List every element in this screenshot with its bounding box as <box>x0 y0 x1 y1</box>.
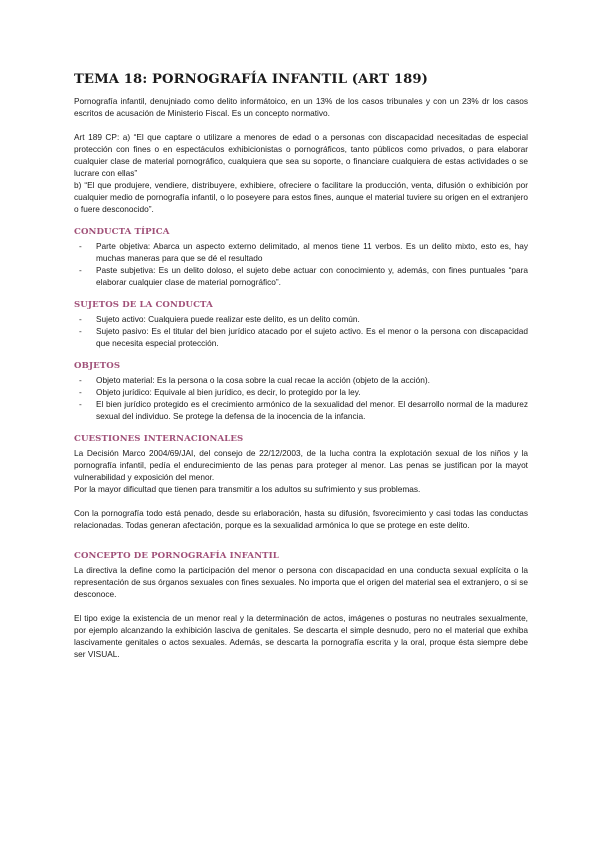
cuestiones-paragraph-1: La Decisión Marco 2004/69/JAI, del consejo de 22/12/2003, de la lucha contra la explotación sexual de los niños y la pornografía infantil, pedía el endurecimiento de las penas para proteger al menor. Las penas se justifican por la mayot vulnerabilidad y exposición del menor. <box>74 448 528 482</box>
concepto-paragraph-2: El tipo exige la existencia de un menor real y la determinación de actos, imágenes o posturas no neutrales sexualmente, por ejemplo alcanzando la exhibición lasciva de genitales. Se descarta el simple desnudo, pero no el material que exhiba lascivamente genitales o actos sexuales. Además, se descarta la pornografía escrita y la oral, proque ésta siempre debe ser VISUAL. <box>74 613 528 659</box>
cuestiones-paragraph-3: Con la pornografía todo está penado, desde su erlaboración, hasta su difusión, fsvorecimiento y casi todas las conductas relacionadas. Todas generan afectación, porque es la sexualidad armónica lo que se protege en este delito. <box>74 508 528 530</box>
section-heading-objetos: OBJETOS <box>74 361 121 371</box>
intro-paragraph: Pornografía infantil, denujniado como delito informátoico, en un 13% de los casos tribunales y con un 23% dr los casos escritos de acusación de Ministerio Fiscal. Es un concepto normativo. <box>74 96 528 118</box>
sujetos-list <box>74 313 528 349</box>
concepto-paragraph-1: La directiva la define como la participación del menor o persona con discapacidad en una conducta sexual explícita o la representación de sus órganos sexuales con fines sexuales. No importa que el origen del material sea el extranjero, o si se desconoce. <box>74 565 528 599</box>
list-item: - Objeto jurídico: Equivale al bien jurídico, es decir, lo protegido por la ley. <box>74 386 528 398</box>
article-paragraph-a: Art 189 CP: a) “El que captare o utilizare a menores de edad o a personas con discapacidad necesitadas de especial protección con fines o en espectáculos exhibicionistas o pornográficos, tanto públicos como privados, o para elaborar cualquier clase de material pornográfico, cualquiera que sea su soporte, o financiare cualquiera de estas actividades o se lucrare con ellas” <box>74 132 528 178</box>
list-item: - Objeto material: Es la persona o la cosa sobre la cual recae la acción (objeto de la acción). <box>74 374 528 386</box>
document-title: TEMA 18: PORNOGRAFÍA INFANTIL (ART 189) <box>74 72 429 87</box>
section-heading-cuestiones: CUESTIONES INTERNACIONALES <box>74 434 244 444</box>
document-content <box>74 72 528 660</box>
section-heading-sujetos: SUJETOS DE LA CONDUCTA <box>74 300 213 310</box>
list-item: - Sujeto pasivo: Es el titular del bien jurídico atacado por el sujeto activo. Es el menor o la persona con discapacidad que necesita especial protección. <box>74 325 528 349</box>
list-item: - Paste subjetiva: Es un delito doloso, el sujeto debe actuar con conocimiento y, además, con fines puntuales “para elaborar cualquier clase de material pornográfico”. <box>74 264 528 288</box>
objetos-list <box>74 374 528 422</box>
cuestiones-paragraph-2: Por la mayor dificultad que tienen para transmitir a los adultos su sufrimiento y sus problemas. <box>74 484 421 494</box>
list-item: - Parte objetiva: Abarca un aspecto externo delimitado, al menos tiene 11 verbos. Es un delito mixto, esto es, hay muchas maneras para que se dé el resultado <box>74 240 528 264</box>
article-paragraph-b: b) “El que produjere, vendiere, distribuyere, exhibiere, ofreciere o facilitare la producción, venta, difusión o exhibición por cualquier medio de pornografía infantil, o lo poseyere para estos fines, aunque el material tuviere su origen en el extranjero o fuere desconocido”. <box>74 180 528 214</box>
section-heading-concepto: CONCEPTO DE PORNOGRAFÍA INFANTIL <box>74 551 279 561</box>
list-item: - El bien jurídico protegido es el crecimiento armónico de la sexualidad del menor. El desarrollo normal de la madurez sexual del individuo. Se protege la defensa de la inocencia de la infancia. <box>74 398 528 422</box>
list-item: - Sujeto activo: Cualquiera puede realizar este delito, es un delito común. <box>74 313 528 325</box>
section-heading-conducta: CONDUCTA TÍPICA <box>74 227 170 237</box>
conducta-list <box>74 240 528 288</box>
